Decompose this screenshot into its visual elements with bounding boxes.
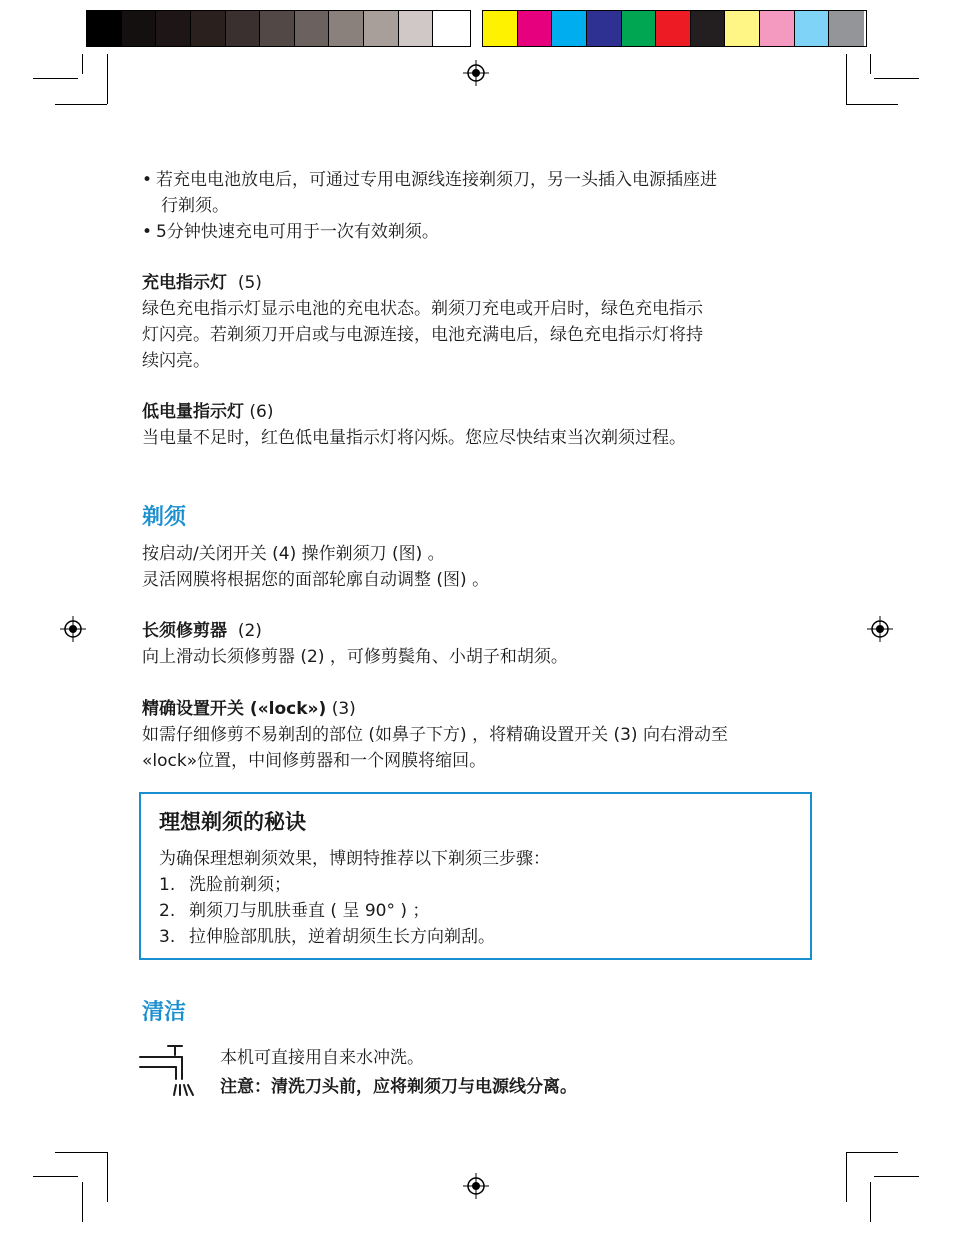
step-text: 洗脸前剃须； (189, 875, 291, 895)
color-swatch (587, 11, 622, 46)
paragraph-line: 灯闪亮。若剃须刀开启或与电源连接，电池充满电后，绿色充电指示灯将持 (142, 325, 703, 345)
cleaning-text: 本机可直接用自来水冲洗。 (220, 1048, 424, 1068)
registration-mark-icon (463, 1173, 489, 1199)
cleaning-note: 注意：清洗刀头前，应将剃须刀与电源线分离。 (220, 1077, 577, 1097)
color-swatch (329, 11, 364, 46)
bullet-icon: • (142, 222, 153, 242)
color-swatch (483, 11, 518, 46)
paragraph-line: 按启动/关闭开关 (4) 操作剃须刀 (图) 。 (142, 544, 445, 564)
color-swatch (87, 11, 122, 46)
color-swatch (622, 11, 657, 46)
ref-number: (2) (237, 621, 262, 641)
paragraph-line: 绿色充电指示灯显示电池的充电状态。剃须刀充电或开启时，绿色充电指示 (142, 299, 703, 319)
bullet-text: 若充电电池放电后，可通过专用电源线连接剃须刀，另一头插入电源插座进 (156, 170, 717, 190)
list-item-continuation (143, 193, 229, 219)
color-swatch (795, 11, 830, 46)
crop-mark (846, 1152, 847, 1202)
crop-mark (107, 1152, 108, 1202)
section-title-cleaning: 清洁 (142, 1000, 187, 1025)
color-swatch (295, 11, 330, 46)
crop-mark (870, 54, 871, 74)
list-item (142, 219, 439, 245)
registration-mark-icon (463, 60, 489, 86)
paragraph-line: 当电量不足时，红色低电量指示灯将闪烁。您应尽快结束当次剃须过程。 (142, 428, 686, 448)
crop-mark (846, 1152, 898, 1153)
tips-step (159, 872, 291, 898)
color-swatch (364, 11, 399, 46)
color-swatch (156, 11, 191, 46)
step-number: 2. (159, 901, 176, 921)
ref-number: (3) (331, 699, 356, 719)
crop-mark (874, 78, 919, 79)
water-tap-icon (138, 1043, 202, 1099)
paragraph-line: 续闪亮。 (142, 351, 210, 371)
subheading: 低电量指示灯 (142, 402, 244, 422)
charge-indicator-heading (142, 270, 262, 296)
color-swatch (399, 11, 434, 46)
lock-heading (142, 696, 356, 722)
step-text: 拉伸脸部肌肤，逆着胡须生长方向剃刮。 (189, 927, 495, 947)
paragraph-line: 向上滑动长须修剪器 (2) ，可修剪鬓角、小胡子和胡须。 (142, 647, 568, 667)
tips-title: 理想剃须的秘诀 (159, 810, 306, 834)
crop-mark (870, 1182, 871, 1222)
subheading: 充电指示灯 (142, 273, 227, 293)
crop-mark (846, 54, 847, 104)
crop-mark (33, 1176, 78, 1177)
list-item (142, 167, 717, 193)
color-bar (482, 10, 867, 47)
color-swatch (760, 11, 795, 46)
color-swatch (518, 11, 553, 46)
crop-mark (55, 1152, 107, 1153)
grayscale-bar (86, 10, 471, 47)
color-swatch (656, 11, 691, 46)
ref-number: (5) (237, 273, 262, 293)
crop-mark (33, 78, 78, 79)
color-swatch (122, 11, 157, 46)
crop-mark (107, 54, 108, 104)
paragraph-line: 如需仔细修剪不易剃刮的部位 (如鼻子下方) ，将精确设置开关 (3) 向右滑动至 (142, 725, 728, 745)
registration-mark-icon (867, 616, 893, 642)
step-text: 剃须刀与肌肤垂直 ( 呈 90° ) ； (189, 901, 430, 921)
color-swatch (226, 11, 261, 46)
color-swatch (433, 11, 468, 46)
bullet-text: 行剃须。 (161, 196, 229, 216)
section-title-shaving: 剃须 (142, 505, 187, 530)
bullet-icon: • (142, 170, 153, 190)
trimmer-heading (142, 618, 262, 644)
paragraph-line: «lock»位置，中间修剪器和一个网膜将缩回。 (142, 751, 487, 771)
crop-mark (846, 104, 898, 105)
color-swatch (260, 11, 295, 46)
crop-mark (874, 1176, 919, 1177)
color-swatch (552, 11, 587, 46)
color-swatch (829, 11, 864, 46)
step-number: 1. (159, 875, 176, 895)
tips-intro: 为确保理想剃须效果，博朗特推荐以下剃须三步骤： (159, 849, 550, 869)
subheading: 长须修剪器 (142, 621, 227, 641)
crop-mark (55, 104, 107, 105)
color-swatch (691, 11, 726, 46)
paragraph-line: 灵活网膜将根据您的面部轮廓自动调整 (图) 。 (142, 570, 490, 590)
ref-number: (6) (249, 402, 274, 422)
tips-step (159, 924, 495, 950)
subheading: 精确设置开关 («lock») (142, 699, 327, 719)
color-swatch (725, 11, 760, 46)
bullet-text: 5分钟快速充电可用于一次有效剃须。 (156, 222, 439, 242)
step-number: 3. (159, 927, 176, 947)
registration-mark-icon (60, 616, 86, 642)
color-swatch (191, 11, 226, 46)
tips-box (139, 792, 812, 960)
crop-mark (82, 54, 83, 74)
tips-step (159, 898, 429, 924)
low-battery-heading (142, 399, 274, 425)
crop-mark (82, 1182, 83, 1222)
